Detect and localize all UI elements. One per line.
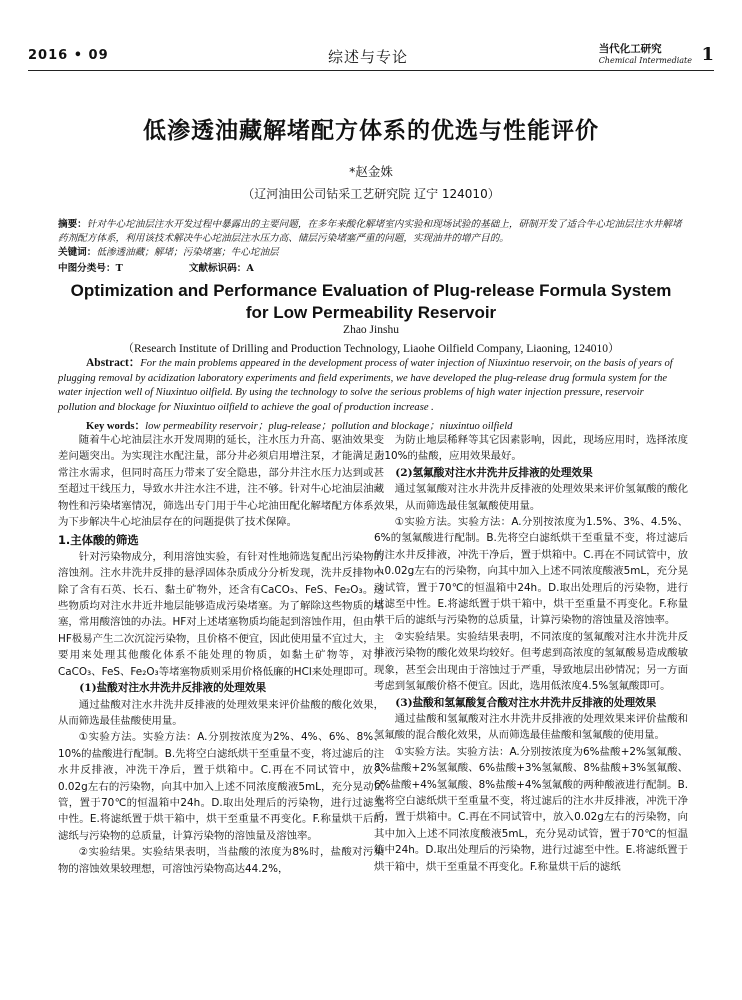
author-en: Zhao Jinshu	[343, 324, 399, 336]
paragraph: ①实验方法。实验方法：A.分别按浓度为1.5%、3%、4.5%、6%的氢氟酸进行配制。B.先将空白滤纸烘干至重量不变，将过滤后的注水井反排液，冲洗干净后，置于烘箱中。C.再在不同试管中，放入0.02g左右的污染物，向其中加入上述不同浓度酸液5mL，充分晃动试管，置于70℃的恒温箱中24h。D.取出处理后的污染物，进行过滤至中性。E.将滤纸置于烘干箱中，烘干至重量不再变化。F.称量烘干后的滤纸与污染物的总质量，计算污染物的溶蚀量及溶蚀率。	[374, 516, 688, 627]
paragraph: ②实验结果。实验结果表明，当盐酸的浓度为8%时，盐酸对污染物的溶蚀效果较理想，可溶蚀污染物高达44.2%，	[58, 846, 384, 875]
keywords-cn-label: 关键词：	[58, 247, 97, 258]
journal-name	[599, 44, 692, 66]
abstract-en-label: Abstract：	[86, 357, 141, 369]
keywords-en-text: low permeability reservoir；plug-release；pollution and blockage；niuxintuo oilfield	[145, 421, 513, 432]
body-column-right	[374, 432, 688, 875]
body-column-left	[58, 432, 384, 877]
doc-code-value: A	[246, 263, 254, 274]
paper-title-en: Optimization and Performance Evaluation of Plug-release Formula System for Low Permeability Reservoir	[70, 281, 672, 322]
paragraph: 通过氢氟酸对注水井洗井反排液的处理效果来评价氢氟酸的酸化效果，从而筛选最佳氢氟酸使用量。	[374, 483, 688, 512]
section-name: 综述与专论	[328, 48, 409, 66]
issue-date: 2016 • 09	[28, 48, 109, 63]
paragraph: 通过盐酸和氢氟酸对注水井洗井反排液的处理效果来评价盐酸和氢氟酸的混合酸化效果，从而筛选最佳盐酸和氢氟酸的使用量。	[374, 712, 688, 742]
abstract-en-text: For the main problems appeared in the development process of water injection of Niuxintuo reservoir, on the basis of years of plugging removal by acidization laboratory experiments and field experiments, we have developed the plug-release drug formula system for the water injection well of Niuxintuo oilfield. By using the technology to solve the serious problems of high water injection pressure, reservoir pollution and blockage for Niuxintuo oilfield to achieve the goal of production increase .	[58, 358, 673, 413]
subsection-heading: (1)盐酸对注水井洗井反排液的处理效果	[79, 682, 267, 695]
paragraph: ②实验结果。实验结果表明，不同浓度的氢氟酸对注水井洗井反排液污染物的酸化效果均较好。但考虑到高浓度的氢氟酸易造成酸敏现象，甚至会出现由于溶蚀过于严重，导致地层出砂情况；另一方面考虑到氢氟酸价格不便宜。因此，选用低浓度4.5%氢氟酸即可。	[374, 630, 688, 693]
section-heading: 1.主体酸的筛选	[58, 533, 139, 548]
page-header	[28, 44, 714, 70]
header-rule	[28, 70, 714, 71]
subsection-heading: (2)氢氟酸对注水井洗井反排液的处理效果	[395, 466, 593, 479]
paragraph: 针对污染物成分，利用溶蚀实验，有针对性地筛选复配出污染物的溶蚀剂。注水井洗井反排的悬浮固体杂质成分分析发现，洗井反排物中除了含有石英、长石、黏土矿物外，还含有CaCO₃、FeS、Fe₂O₃。这些物质均对注水井近井地层能够造成污染堵塞。为了解除这些物质的堵塞，常用酸溶蚀的办法。HF对上述堵塞物质均能起到溶蚀作用，但由于HF极易产生二次沉淀污染物，且价格不便宜，因此使用量不宜过大，主要用来处理其他酸化体系不能处理的物质，如黏土矿物等，对于CaCO₃、FeS、Fe₂O₃等堵塞物质则采用价格低廉的HCl来处理即可。	[58, 550, 384, 678]
keywords-en-label: Key words：	[86, 421, 146, 432]
abstract-cn-text: 针对牛心坨油层注水开发过程中暴露出的主要问题，在多年来酸化解堵室内实验和现场试验的基础上，研制开发了适合牛心坨油层注水井解堵药剂配方体系，利用该技术解决牛心坨油层注水压力高、储层污染堵塞严重的问题，实现油井的增产目的。	[58, 219, 682, 244]
keywords-en	[86, 418, 684, 433]
abstract-en	[58, 356, 684, 415]
classification	[58, 262, 684, 276]
subsection-heading: (3)盐酸和氢氟酸复合酸对注水井洗井反排液的处理效果	[395, 696, 657, 709]
affiliation-en: （Research Institute of Drilling and Production Technology, Liaohe Oilfield Company, Liaoning, 124010）	[122, 343, 620, 355]
paragraph: ①实验方法。实验方法：A.分别按浓度为6%盐酸+2%氢氟酸、8%盐酸+2%氢氟酸、6%盐酸+3%氢氟酸、8%盐酸+3%氢氟酸、6%盐酸+4%氢氟酸、8%盐酸+4%氢氟酸的两种酸液进行配制。B.先将空白滤纸烘干至重量不变，将过滤后的注水井反排液，冲洗干净后，置于烘箱中。C.再在不同试管中，放入0.02g左右的污染物，向其中加入上述不同浓度酸液5mL，充分晃动试管，置于70℃的恒温箱中24h。D.取出处理后的污染物，进行过滤至中性。E.将滤纸置于烘干箱中，烘干至重量不再变化。F.称量烘干后的滤纸	[374, 745, 688, 873]
abstract-cn	[58, 218, 684, 246]
paragraph: ①实验方法。实验方法：A.分别按浓度为2%、4%、6%、8%、10%的盐酸进行配制。B.先将空白滤纸烘干至重量不变，将过滤后的注水井反排液，冲洗干净后，置于烘箱中。C.再在不同试管中，放入0.02g左右的污染物，向其中加入上述不同浓度酸液5mL，充分晃动试管，置于70℃的恒温箱中24h。D.取出处理后的污染物，进行过滤至中性。E.将滤纸置于烘干箱中，烘干至重量不再变化。F.称量烘干后的滤纸与污染物的总质量，计算污染物的溶蚀量及溶蚀率。	[58, 731, 384, 842]
paragraph: 随着牛心坨油层注水开发周期的延长，注水压力升高、驱油效果变差问题突出。为实现注水配注量，部分井必须启用增注泵，才能满足正常注水需求，但同时高压力带来了安全隐患，部分井注水压力达到或甚至超过干线压力，导致水井注水注不进，注不够。针对牛心坨油层油藏物性和污染堵塞情况，筛选出专门用于牛心坨油田配化解堵配方体系，为下步解决牛心坨油层存在的问题提供了技术保障。	[58, 434, 384, 529]
keywords-cn-text: 低渗透油藏；解堵；污染堵塞；牛心坨油层	[96, 247, 279, 258]
clc-label: 中图分类号：	[58, 263, 116, 274]
paragraph: 通过盐酸对注水井洗井反排液的处理效果来评价盐酸的酸化效果，从而筛选最佳盐酸使用量。	[58, 698, 384, 727]
affiliation-cn: （辽河油田公司钻采工艺研究院 辽宁 124010）	[242, 187, 500, 201]
journal-name-cn: 当代化工研究	[598, 43, 662, 55]
page-number: 1	[701, 44, 714, 65]
journal-name-en: Chemical Intermediate	[598, 56, 692, 65]
author-cn: *赵金姝	[349, 164, 393, 179]
doc-code-label: 文献标识码：	[188, 263, 247, 274]
keywords-cn	[58, 246, 684, 260]
paragraph: 为防止地层稀释等其它因素影响，因此，现场应用时，选择浓度为10%的盐酸，应用效果最好。	[374, 434, 688, 463]
abstract-cn-label: 摘要：	[58, 219, 87, 230]
paper-title-cn: 低渗透油藏解堵配方体系的优选与性能评价	[143, 118, 599, 144]
clc-value: T	[115, 263, 123, 274]
